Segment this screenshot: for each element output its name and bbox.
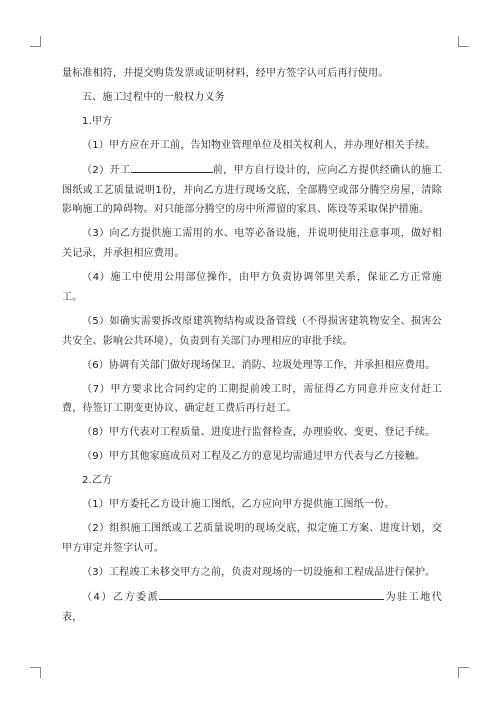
clause-b4-rest: 为驻工地代表，: [62, 591, 442, 623]
crop-mark-top-right: [458, 36, 469, 47]
clause-a6: （6）协调有关部门做好现场保卫、消防、垃圾处理等工作，并承担相应费用。: [82, 359, 436, 371]
section-heading: 五、施工过程中的一般权力义务: [82, 92, 225, 103]
crop-mark-top-left: [30, 36, 41, 47]
clause-b4: [62, 587, 442, 627]
crop-mark-bottom-right: [458, 667, 469, 678]
clause-a5: （5）如确实需要拆改原建筑物结构或设备管线（不得损害建筑物安全、损害公共安全、影响公共环境），负责到有关部门办理相应的审批手续。: [62, 315, 442, 347]
clause-b2: （2）组织施工图纸或工艺质量说明的现场交底，拟定施工方案、进度计划，交甲方审定并签字认可。: [62, 523, 442, 554]
clause-b1: （1）甲方委托乙方设计施工图纸，乙方应向甲方提供施工图纸一份。: [82, 499, 395, 511]
blank-line-start-date: [131, 160, 213, 173]
clause-a2-rest: 前，甲方自行设计的，应向乙方提供经确认的施工图纸或工艺质量说明1份，并向乙方进行现场交底，全部腾空或部分腾空房屋，清除影响施工的障碍物。对只能部分腾空的房中所滞留的家具、陈设等采取保护措施。: [62, 165, 442, 216]
clause-a2: [62, 160, 442, 220]
clause-a9: （9）甲方其他家庭成员对工程及乙方的意见均需通过甲方代表与乙方接触。: [82, 451, 426, 463]
crop-mark-bottom-left: [30, 667, 41, 678]
clause-a7: （7）甲方要求比合同约定的工期提前竣工时，需征得乙方同意并应支付赶工费，待签订工期变更协议、确定赶工费后再行赶工。: [62, 383, 442, 415]
clause-a2-lead: （2）开工: [82, 165, 131, 176]
clause-a1: （1）甲方应在开工前，告知物业管理单位及相关权利人，并办理好相关手续。: [82, 140, 436, 151]
clause-a3: （3）向乙方提供施工需用的水、电等必备设施，并说明使用注意事项，做好相关记录，并承担相应费用。: [62, 228, 442, 260]
subsection-heading-party-a: 1.甲方: [82, 116, 113, 127]
clause-b4-lead: （4）乙方委派: [82, 591, 160, 603]
document-body: [62, 64, 442, 632]
paragraph-continuation: 量标准相符，并提交购货发票或证明材料，经甲方签字认可后再行使用。: [62, 68, 389, 79]
clause-a8: （8）甲方代表对工程质量、进度进行监督检查，办理验收、变更、登记手续。: [82, 427, 436, 439]
blank-line-site-representative: [159, 587, 384, 600]
clause-b3: （3）工程竣工未移交甲方之前，负责对现场的一切设施和工程成品进行保护。: [82, 566, 436, 578]
clause-a4: （4）施工中使用公用部位操作，由甲方负责协调邻里关系，保证乙方正常施工。: [62, 272, 442, 303]
subsection-heading-party-b: 2.乙方: [82, 475, 113, 487]
